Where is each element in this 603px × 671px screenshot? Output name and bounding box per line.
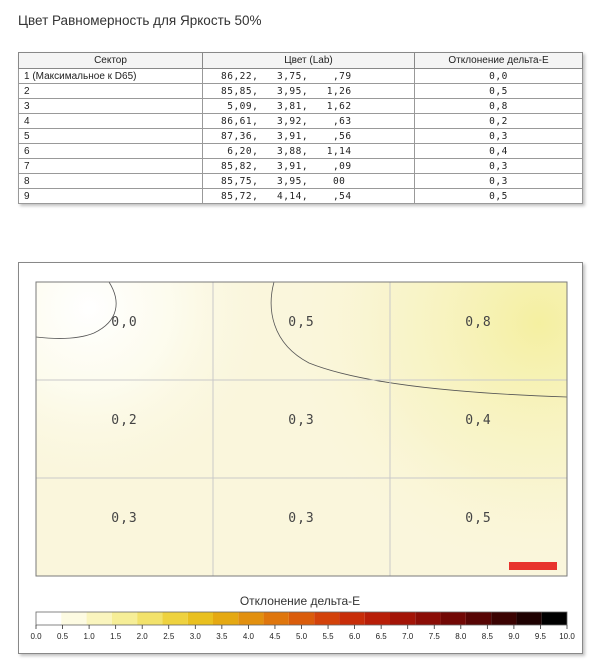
header-lab: Цвет (Lab) [203, 53, 415, 69]
scale-tick-label: 2.5 [163, 632, 175, 641]
delta-e-cell: 0,5 [415, 84, 583, 99]
cell-value: 0,0 [111, 315, 138, 331]
lab-cell: 5,09, 3,81, 1,62 [203, 99, 415, 114]
cell-value: 0,8 [465, 315, 492, 331]
scale-tick-label: 6.5 [375, 632, 387, 641]
scale-swatch [188, 612, 213, 625]
scale-swatch [339, 612, 364, 625]
lab-cell: 85,85, 3,95, 1,26 [203, 84, 415, 99]
scale-tick-label: 8.5 [481, 632, 493, 641]
lab-cell: 85,72, 4,14, ,54 [203, 189, 415, 204]
scale-tick-label: 4.0 [242, 632, 254, 641]
scale-tick-label: 10.0 [559, 632, 575, 641]
delta-e-cell: 0,8 [415, 99, 583, 114]
header-sector: Сектор [19, 53, 203, 69]
scale-tick-label: 2.0 [136, 632, 148, 641]
delta-e-cell: 0,2 [415, 114, 583, 129]
scale-swatch [441, 612, 466, 625]
uniformity-chart [19, 263, 582, 653]
lab-table [18, 52, 583, 204]
scale-tick-label: 0.0 [30, 632, 42, 641]
table-row [19, 144, 583, 159]
scale-swatch [289, 612, 314, 625]
scale-swatch [466, 612, 491, 625]
scale-swatch [36, 612, 61, 625]
scale-tick-label: 7.0 [402, 632, 414, 641]
cell-value: 0,3 [111, 511, 138, 527]
scale-tick-label: 3.5 [216, 632, 228, 641]
lab-cell: 85,82, 3,91, ,09 [203, 159, 415, 174]
cell-value: 0,4 [465, 413, 492, 429]
delta-e-cell: 0,3 [415, 174, 583, 189]
header-delta-e: Отклонение дельта-E [415, 53, 583, 69]
table-row [19, 174, 583, 189]
uniformity-chart-panel [18, 262, 583, 654]
lab-cell: 86,61, 3,92, ,63 [203, 114, 415, 129]
delta-e-cell: 0,0 [415, 69, 583, 84]
sector-cell: 7 [19, 159, 203, 174]
sector-cell: 5 [19, 129, 203, 144]
table-row [19, 114, 583, 129]
delta-e-cell: 0,5 [415, 189, 583, 204]
scale-tick-label: 9.5 [534, 632, 547, 641]
cell-value: 0,5 [465, 511, 492, 527]
scale-swatch [314, 612, 339, 625]
table-row [19, 159, 583, 174]
legend-title: Отклонение дельта-E [239, 594, 361, 608]
scale-tick-label: 6.0 [349, 632, 361, 641]
cell-value: 0,3 [288, 511, 315, 527]
scale-swatch [491, 612, 516, 625]
sector-cell: 9 [19, 189, 203, 204]
scale-swatch [87, 612, 112, 625]
cell-value: 0,5 [288, 315, 315, 331]
scale-tick-label: 1.5 [110, 632, 122, 641]
scale-swatch [516, 612, 541, 625]
lab-cell: 87,36, 3,91, ,56 [203, 129, 415, 144]
scale-swatch [264, 612, 289, 625]
delta-e-cell: 0,3 [415, 129, 583, 144]
table-row [19, 129, 583, 144]
scale-tick-label: 5.5 [322, 632, 334, 641]
scale-tick-label: 3.0 [189, 632, 201, 641]
scale-tick-label: 8.0 [455, 632, 467, 641]
scale-tick-label: 1.0 [83, 632, 95, 641]
scale-swatch [61, 612, 86, 625]
scale-swatch [238, 612, 263, 625]
sector-cell: 4 [19, 114, 203, 129]
lab-cell: 6,20, 3,88, 1,14 [203, 144, 415, 159]
scale-swatch [137, 612, 162, 625]
scale-tick-label: 5.0 [295, 632, 308, 641]
scale-tick-label: 7.5 [428, 632, 440, 641]
scale-swatch [415, 612, 440, 625]
scale-tick-label: 4.5 [269, 632, 281, 641]
delta-e-cell: 0,4 [415, 144, 583, 159]
lab-cell: 86,22, 3,75, ,79 [203, 69, 415, 84]
cell-value: 0,3 [288, 413, 315, 429]
page-title: Цвет Равномерность для Яркость 50% [18, 13, 262, 28]
scale-swatch [213, 612, 238, 625]
scale-tick-label: 9.0 [508, 632, 520, 641]
scale-swatch [390, 612, 415, 625]
table-row [19, 69, 583, 84]
scale-swatch [365, 612, 390, 625]
lab-cell: 85,75, 3,95, 00 [203, 174, 415, 189]
sector-cell: 8 [19, 174, 203, 189]
scale-swatch [162, 612, 187, 625]
table-header-row [19, 53, 583, 69]
scale-tick-label: 0.5 [56, 632, 69, 641]
accent-marker [509, 562, 557, 570]
table-row [19, 189, 583, 204]
table-row [19, 84, 583, 99]
sector-cell: 1 (Максимальное к D65) [19, 69, 203, 84]
scale-swatch [542, 612, 567, 625]
table-row [19, 99, 583, 114]
cell-value: 0,2 [111, 413, 138, 429]
sector-cell: 6 [19, 144, 203, 159]
scale-swatch [112, 612, 137, 625]
delta-e-cell: 0,3 [415, 159, 583, 174]
sector-cell: 3 [19, 99, 203, 114]
sector-cell: 2 [19, 84, 203, 99]
